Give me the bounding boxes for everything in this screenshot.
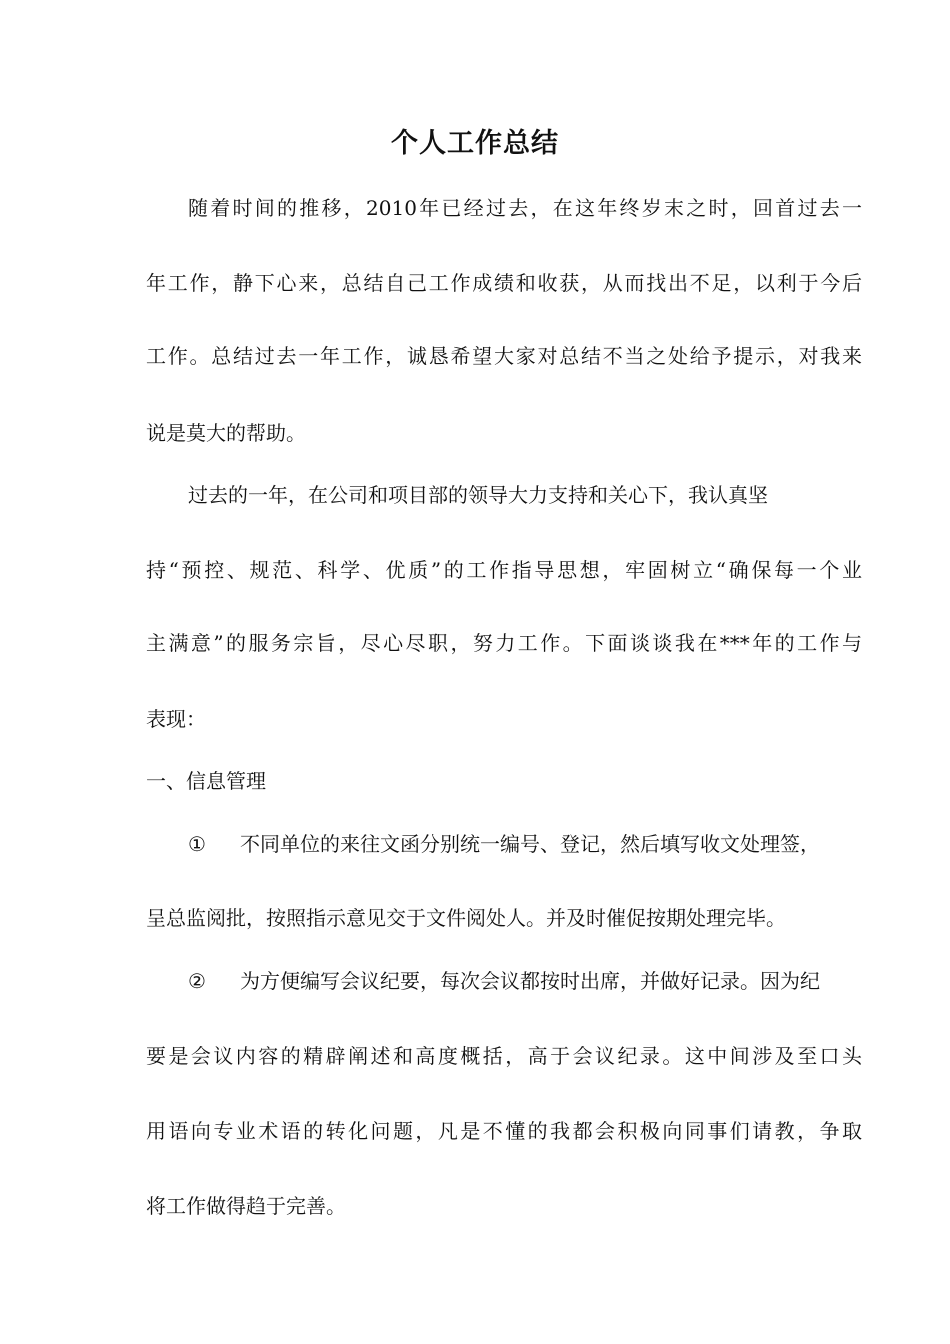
list-marker: ② bbox=[188, 969, 206, 993]
paragraph-line: 将工作做得趋于完善。 bbox=[146, 1194, 346, 1218]
list-marker: ① bbox=[188, 832, 206, 856]
paragraph-line: 表现： bbox=[146, 707, 206, 731]
section-heading: 一、信息管理 bbox=[146, 769, 266, 793]
paragraph-line: 要是会议内容的精辟阐述和高度概括，高于会议纪录。这中间涉及至口头 bbox=[146, 1044, 862, 1068]
paragraph-line: 主满意”的服务宗旨，尽心尽职，努力工作。下面谈谈我在***年的工作与 bbox=[146, 631, 862, 655]
paragraph-line: 说是莫大的帮助。 bbox=[146, 421, 306, 445]
paragraph-line: 呈总监阅批，按照指示意见交于文件阅处人。并及时催促按期处理完毕。 bbox=[146, 906, 786, 930]
list-item-text: 为方便编写会议纪要，每次会议都按时出席，并做好记录。因为纪 bbox=[240, 969, 820, 993]
paragraph-line: 持“预控、规范、科学、优质”的工作指导思想，牢固树立“确保每一个业 bbox=[146, 558, 862, 582]
paragraph-line: 工作。总结过去一年工作，诚恳希望大家对总结不当之处给予提示，对我来 bbox=[146, 344, 862, 368]
list-item bbox=[188, 829, 862, 859]
paragraph-line: 年工作，静下心来，总结自己工作成绩和收获，从而找出不足，以利于今后 bbox=[146, 271, 862, 295]
list-item bbox=[188, 966, 862, 996]
paragraph-line: 用语向专业术语的转化问题，凡是不懂的我都会积极向同事们请教，争取 bbox=[146, 1119, 862, 1143]
list-item-text: 不同单位的来往文函分别统一编号、登记，然后填写收文处理签， bbox=[240, 832, 820, 856]
document-title: 个人工作总结 bbox=[391, 128, 559, 159]
paragraph-line: 随着时间的推移，2010年已经过去，在这年终岁末之时，回首过去一 bbox=[188, 196, 862, 220]
paragraph-line: 过去的一年，在公司和项目部的领导大力支持和关心下，我认真坚 bbox=[188, 483, 768, 507]
